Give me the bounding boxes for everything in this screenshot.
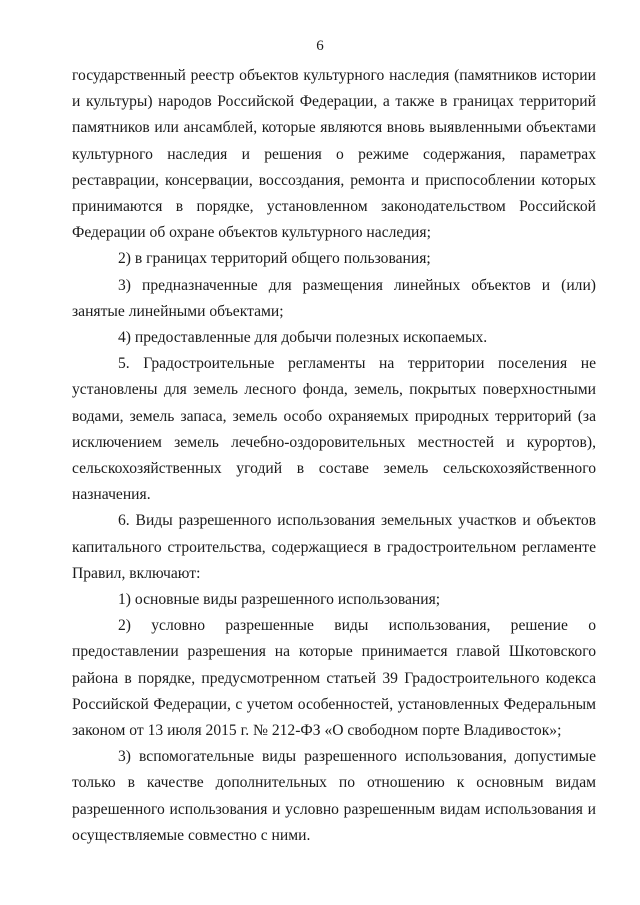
paragraph-subitem-3: 3) вспомогательные виды разрешенного использования, допустимые только в качестве дополнительных по отношению к основным видам разрешенного использования и условно разрешенным видам использования и осуществляемые совместно с ними. <box>72 748 596 844</box>
document-body <box>72 63 596 849</box>
paragraph-section-6: 6. Виды разрешенного использования земельных участков и объектов капитального строительства, содержащиеся в градостроительном регламенте Правил, включают: <box>72 512 596 582</box>
paragraph-subitem-1: 1) основные виды разрешенного использования; <box>118 591 441 609</box>
paragraph-item-4: 4) предоставленные для добычи полезных ископаемых. <box>118 329 488 347</box>
paragraph-subitem-2: 2) условно разрешенные виды использования, решение о предоставлении разрешения на которые принимается главой Шкотовского района в порядке, предусмотренном статьей 39 Градостроительного кодекса Российской Федерации, с учетом особенностей, установленных Федеральным законом от 13 июля 2015 г. № 212-ФЗ «О свободном порте Владивосток»; <box>72 617 596 740</box>
paragraph-item-3: 3) предназначенные для размещения линейных объектов и (или) занятые линейными объектами; <box>72 276 596 320</box>
paragraph-continuation: государственный реестр объектов культурного наследия (памятников истории и культуры) народов Российской Федерации, а также в границах территорий памятников или ансамблей, которые являются вновь выявленными объектами культурного наследия и решения о режиме содержания, параметрах реставрации, консервации, воссоздания, ремонта и приспособлении которых принимаются в порядке, установленном законодательством Российской Федерации об охране объектов культурного наследия; <box>72 67 596 242</box>
paragraph-item-2: 2) в границах территорий общего пользования; <box>118 250 431 268</box>
paragraph-section-5: 5. Градостроительные регламенты на территории поселения не установлены для земель лесного фонда, земель, покрытых поверхностными водами, земель запаса, земель особо охраняемых природных территорий (за исключением земель лечебно-оздоровительных местностей и курортов), сельскохозяйственных угодий в составе земель сельскохозяйственного назначения. <box>72 355 596 504</box>
page-number: 6 <box>316 38 324 54</box>
